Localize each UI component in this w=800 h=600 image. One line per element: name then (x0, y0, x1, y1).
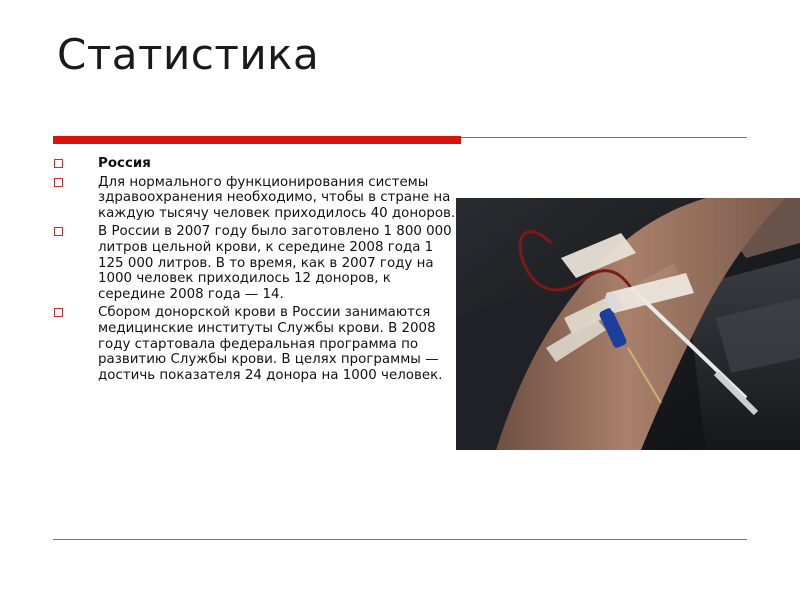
bullet-text: Для нормального функционирования системы здравоохранения необходимо, чтобы в стране на каждую тысячу человек приходилось 40 доноров. (98, 174, 456, 221)
hollow-square-bullet-icon (54, 308, 63, 317)
hollow-square-bullet-icon (54, 227, 63, 236)
bullet-text: Сбором донорской крови в России занимаются медицинские институты Службы крови. В 2008 году стартовала федеральная программа по развитию Службы крови. В целях программы — достичь показателя 24 донора на 1000 человек. (98, 305, 443, 383)
title-divider-line (461, 137, 747, 138)
bullet-list (53, 156, 458, 386)
blood-donation-photo (456, 198, 800, 450)
bullet-item-russia (53, 156, 458, 172)
blood-donation-illustration (456, 198, 800, 450)
bullet-item-blood-volume (53, 224, 458, 302)
slide-title: Статистика (57, 30, 320, 79)
bullet-item-donor-norm (53, 175, 458, 222)
bullet-text: В России в 2007 году было заготовлено 1 800 000 литров цельной крови, к середине 2008 года 1 125 000 литров. В то время, как в 2007 году на 1000 человек приходилось 12 доноров, к середине 2008 года — 14. (98, 224, 452, 302)
bullet-item-blood-service (53, 305, 458, 383)
hollow-square-bullet-icon (54, 178, 63, 187)
hollow-square-bullet-icon (54, 159, 63, 168)
footer-divider-line (53, 539, 747, 540)
bullet-text: Россия (98, 156, 151, 171)
title-accent-bar (53, 136, 461, 144)
